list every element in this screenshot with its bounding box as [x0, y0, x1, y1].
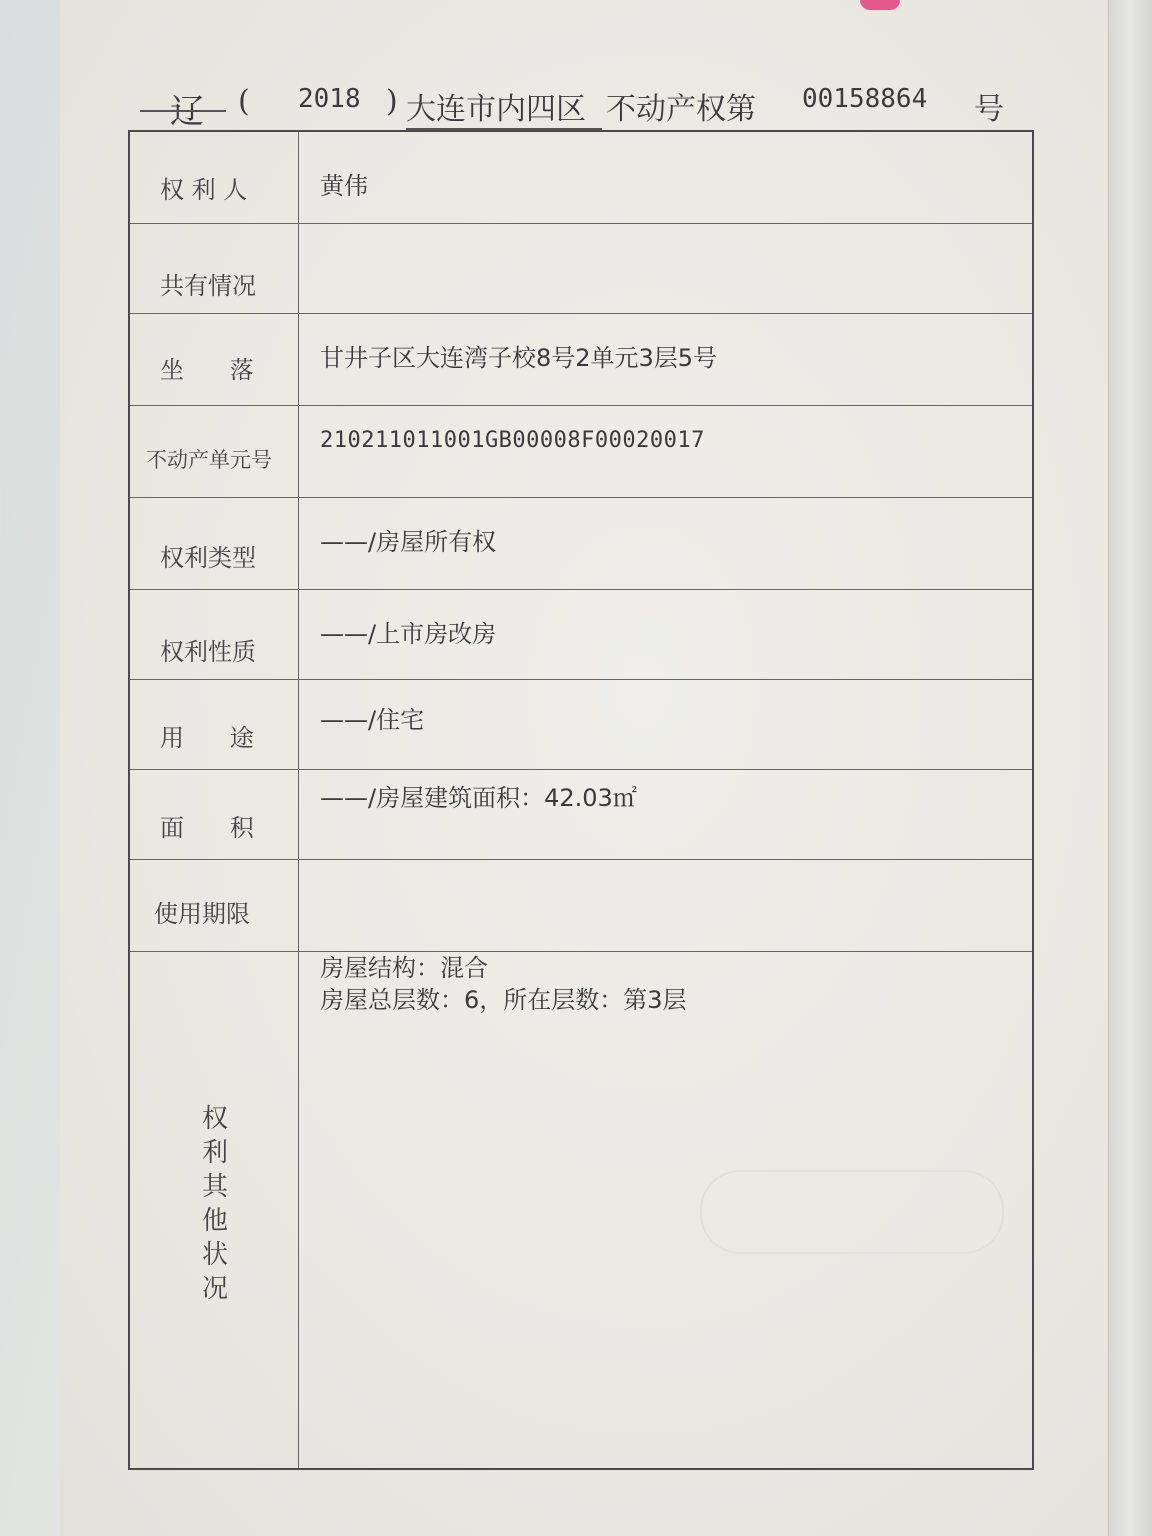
floors-line: 房屋总层数：6，所在层数：第3层 — [320, 986, 687, 1014]
header-city: 大连市内四区 — [406, 92, 586, 127]
other-status-value — [320, 952, 1012, 1016]
structure-line: 房屋结构：混合 — [320, 954, 488, 982]
usage-value: ——/住宅 — [320, 706, 425, 734]
unit-number-value: 210211011001GB00008F00020017 — [320, 428, 705, 453]
right-type-value: ——/房屋所有权 — [320, 528, 497, 556]
header-year: 2018 — [298, 84, 361, 114]
row-co-ownership — [130, 224, 1032, 314]
province-underline — [140, 110, 226, 112]
location-value: 甘井子区大连湾子校8号2单元3层5号 — [320, 344, 718, 372]
header-paren-open: ( — [238, 84, 250, 119]
row-label: 不动产单元号 — [130, 406, 299, 497]
other-status-label: 权 利 其 他 状 况 — [201, 1104, 228, 1304]
header-province: 辽 — [170, 92, 204, 132]
owner-value: 黄伟 — [320, 172, 368, 200]
row-label: 权 利 人 — [130, 132, 299, 223]
row-label — [130, 952, 299, 1468]
row-usage — [130, 680, 1032, 770]
row-label: 共有情况 — [130, 224, 299, 313]
row-unit-number — [130, 406, 1032, 498]
row-label: 面 积 — [130, 770, 299, 859]
row-label: 使用期限 — [130, 860, 299, 951]
property-table — [128, 130, 1034, 1470]
row-label: 权利类型 — [130, 498, 299, 589]
row-label: 权利性质 — [130, 590, 299, 679]
header-suffix: 号 — [974, 92, 1004, 127]
header-paren-close: ) — [386, 84, 398, 119]
certificate-header — [140, 78, 1020, 138]
booklet-spine — [1108, 0, 1152, 1536]
row-right-type — [130, 498, 1032, 590]
area-value: ——/房屋建筑面积：42.03㎡ — [320, 784, 637, 812]
faint-watermark — [700, 1170, 1004, 1254]
row-owner — [130, 132, 1032, 224]
header-cert-number: 00158864 — [802, 84, 928, 114]
row-right-nature — [130, 590, 1032, 680]
row-location — [130, 314, 1032, 406]
row-area — [130, 770, 1032, 860]
right-nature-value: ——/上市房改房 — [320, 620, 497, 648]
row-label: 用 途 — [130, 680, 299, 769]
row-term — [130, 860, 1032, 952]
header-cert-prefix: 不动产权第 — [606, 92, 756, 127]
pink-edge — [860, 0, 900, 10]
row-label: 坐 落 — [130, 314, 299, 405]
